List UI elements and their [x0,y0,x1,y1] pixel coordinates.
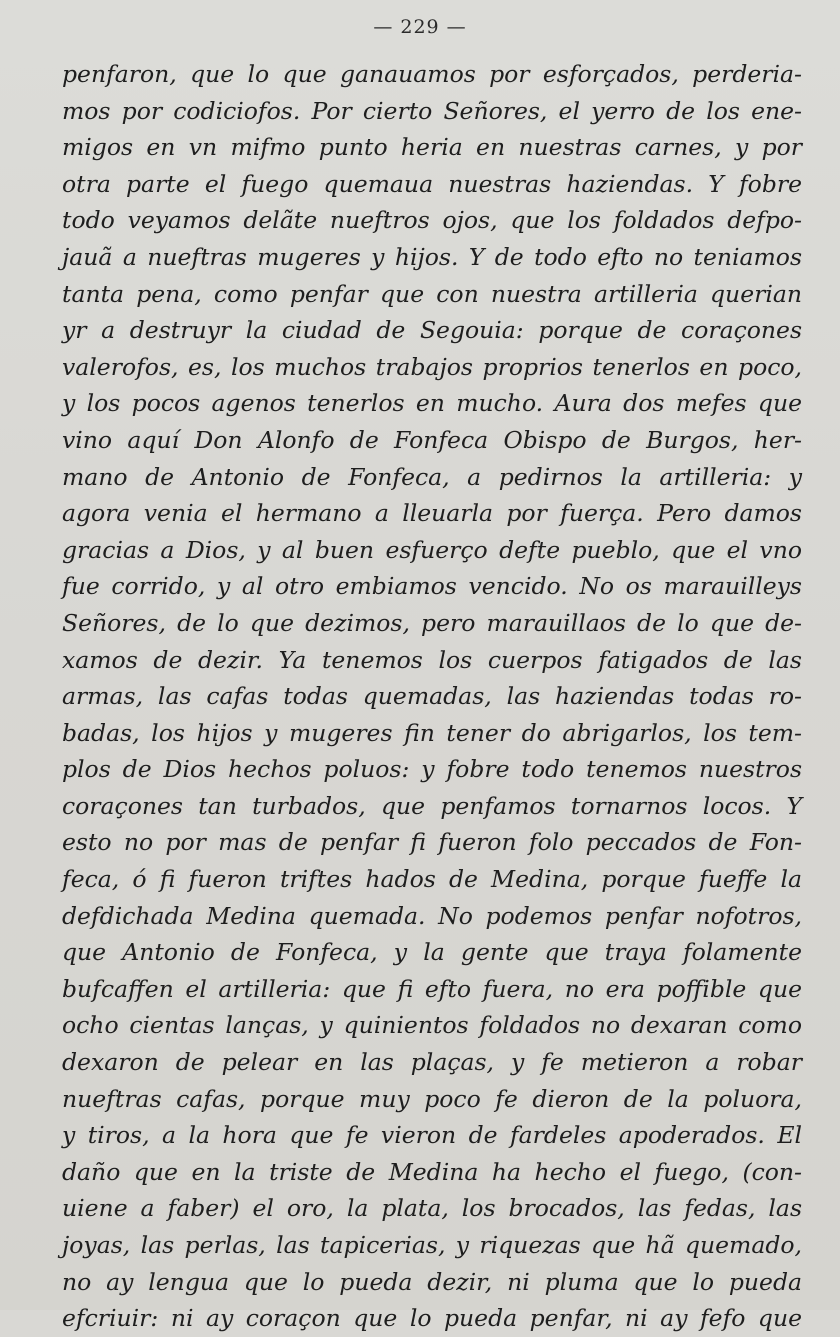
text-line: no ay lengua que lo pueda dezir, ni pluma que lo pueda [62,1267,802,1296]
text-line: yr a destruyr la ciudad de Segouia: porque de coraçones [62,316,802,345]
text-line: agora venia el hermano a lleuarla por fuerça. Pero damos [62,499,802,528]
text-line: todo veyamos delãte nueftros ojos, que los foldados defpo- [62,206,802,235]
text-line: bufcaffen el artilleria: que fi efto fuera, no era poffible que [62,974,802,1003]
text-line: vino aquí Don Alonfo de Fonfeca Obispo de Burgos, her- [62,425,802,454]
text-line: badas, los hijos y mugeres fin tener do abrigarlos, los tem- [62,718,802,747]
text-line: jauã a nueftras mugeres y hijos. Y de todo efto no teniamos [62,242,802,271]
page-number: — 229 — [373,16,467,38]
text-line: dexaron de pelear en las plaças, y fe metieron a robar [62,1048,802,1077]
text-line: valerofos, es, los muchos trabajos proprios tenerlos en poco, [62,352,802,381]
text-line: gracias a Dios, y al buen esfuerço defte pueblo, que el vno [62,535,802,564]
text-line: plos de Dios hechos poluos: y fobre todo tenemos nuestros [62,755,802,784]
text-line: defdichada Medina quemada. No podemos penfar nofotros, [62,901,802,930]
text-line: migos en vn mifmo punto heria en nuestras carnes, y por [62,133,802,162]
text-line: penfaron, que lo que ganauamos por esforçados, perderia- [62,60,802,88]
text-line: Señores, de lo que dezimos, pero marauillaos de lo que de- [62,608,802,637]
text-line: mos por codiciofos. Por cierto Señores, el yerro de los ene- [62,96,802,125]
text-line: feca, ó fi fueron triftes hados de Medina, porque fueffe la [62,865,802,894]
text-line: y los pocos agenos tenerlos en mucho. Aura dos mefes que [62,389,802,418]
text-line: ocho cientas lanças, y quinientos foldados no dexaran como [62,1011,802,1040]
text-line: joyas, las perlas, las tapicerias, y riquezas que hã quemado, [62,1231,802,1259]
text-line: efcriuir: ni ay coraçon que lo pueda penfar, ni ay fefo que [62,1304,802,1333]
text-line: y tiros, a la hora que fe vieron de fardeles apoderados. El [62,1121,802,1150]
text-line: tanta pena, como penfar que con nuestra artilleria querian [62,279,802,308]
text-line: esto no por mas de penfar fi fueron folo peccados de Fon- [62,828,802,857]
text-line: otra parte el fuego quemaua nuestras haziendas. Y fobre [62,169,802,198]
text-line: armas, las cafas todas quemadas, las haziendas todas ro- [62,682,802,711]
text-line: uiene a faber) el oro, la plata, los brocados, las fedas, las [62,1194,802,1223]
text-line: coraçones tan turbados, que penfamos tornarnos locos. Y [62,791,802,820]
body-text [62,56,802,1337]
text-line: mano de Antonio de Fonfeca, a pedirnos la artilleria: y [62,462,802,491]
text-line: fue corrido, y al otro embiamos vencido. No os marauilleys [62,572,802,601]
text-line: nueftras cafas, porque muy poco fe dieron de la poluora, [62,1084,802,1113]
text-line: que Antonio de Fonfeca, y la gente que traya folamente [62,938,802,967]
text-line: xamos de dezir. Ya tenemos los cuerpos fatigados de las [62,645,802,674]
text-line: daño que en la triste de Medina ha hecho el fuego, (con- [62,1157,802,1186]
